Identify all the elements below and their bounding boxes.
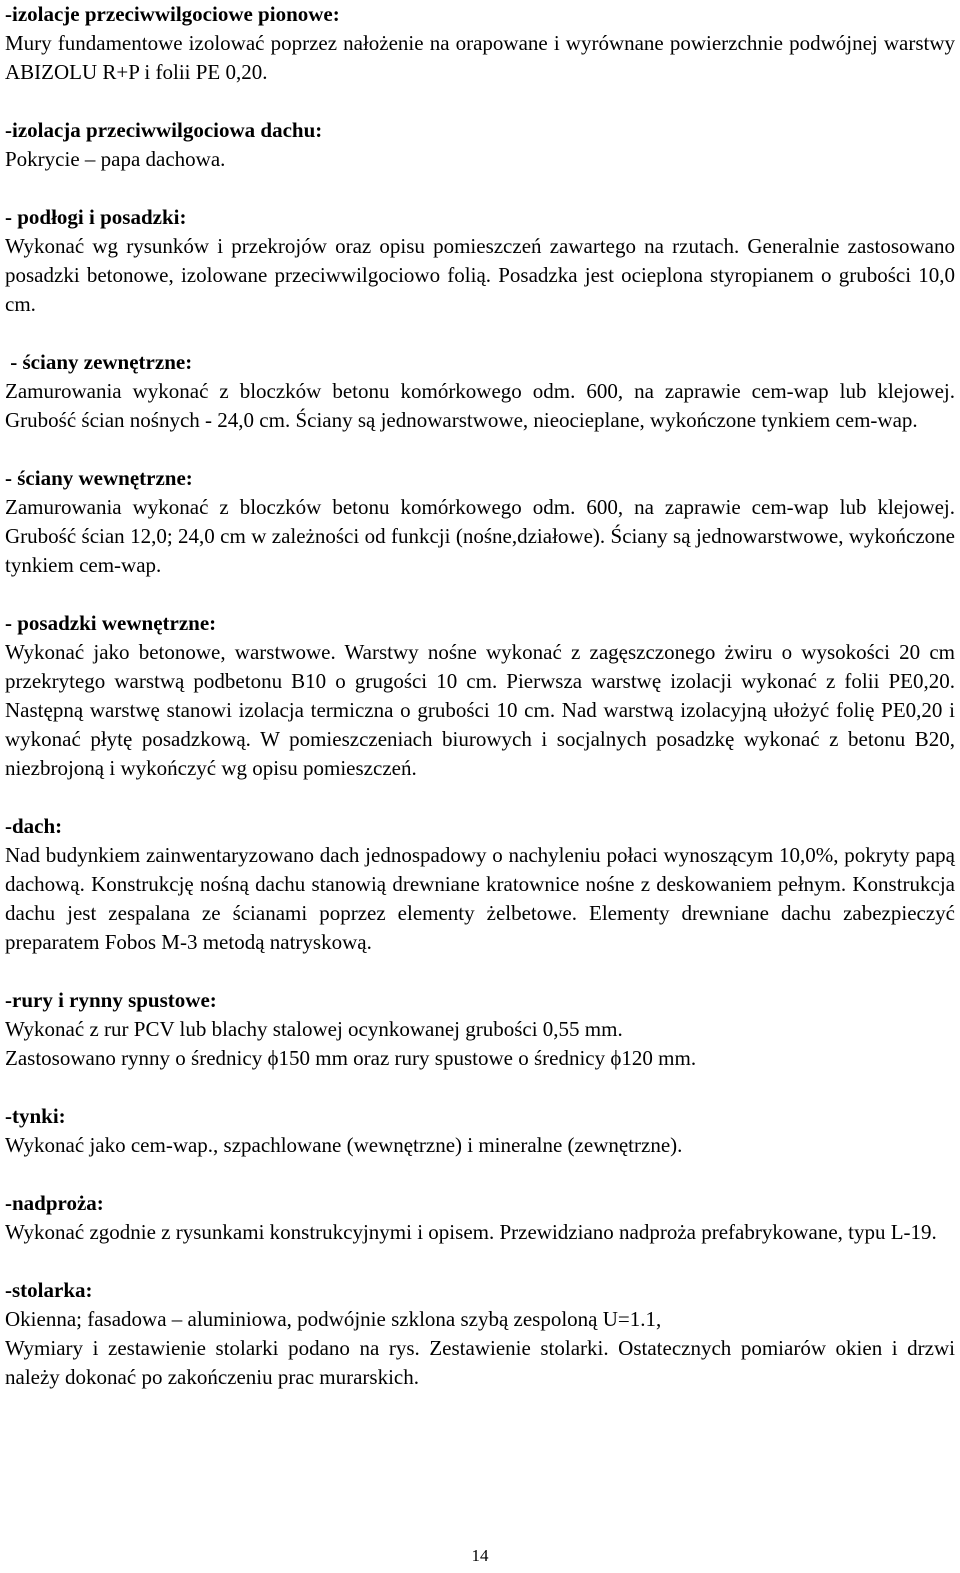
section-lintels xyxy=(5,1189,955,1247)
section-gutters xyxy=(5,986,955,1073)
section-plaster xyxy=(5,1102,955,1160)
section-external-walls xyxy=(5,348,955,435)
section-paragraph: Zastosowano rynny o średnicy ϕ150 mm oraz rury spustowe o średnicy ϕ120 mm. xyxy=(5,1046,697,1070)
section-paragraph: Wykonać z rur PCV lub blachy stalowej ocynkowanej grubości 0,55 mm. xyxy=(5,1017,623,1041)
section-floors xyxy=(5,203,955,319)
section-paragraph: Wykonać jako cem-wap., szpachlowane (wewnętrzne) i mineralne (zewnętrzne). xyxy=(5,1133,683,1157)
section-heading: - podłogi i posadzki: xyxy=(5,205,187,229)
section-paragraph: Wykonać jako betonowe, warstwowe. Warstwy nośne wykonać z zagęszczonego żwiru o wysokości 20 cm przekrytego warstwą podbetonu B10 o grugości 10 cm. Pierwsza warstwę izolacji wykonać z folii PE0,20. Następną warstwę stanowi izolacja termiczna o grubości 10 cm. Nad warstwą izolacyjną ułożyć folię PE0,20 i wykonać płytę posadzkową. W pomieszczeniach biurowych i socjalnych posadzkę wykonać z betonu B20, niezbrojoną i wykończyć wg opisu pomieszczeń. xyxy=(5,640,955,780)
section-vertical-waterproofing xyxy=(5,0,955,87)
section-heading: -tynki: xyxy=(5,1104,66,1128)
section-paragraph: Zamurowania wykonać z bloczków betonu komórkowego odm. 600, na zaprawie cem-wap lub klejowej. Grubość ścian 12,0; 24,0 cm w zależności od funkcji (nośne,działowe). Ściany są jednowarstwowe, wykończone tynkiem cem-wap. xyxy=(5,495,955,577)
section-heading: - ściany wewnętrzne: xyxy=(5,466,193,490)
section-paragraph: Wykonać wg rysunków i przekrojów oraz opisu pomieszczeń zawartego na rzutach. Generalnie zastosowano posadzki betonowe, izolowane przeciwwilgociowo folią. Posadzka jest ocieplona styropianem o grubości 10,0 cm. xyxy=(5,234,955,316)
section-paragraph: Wykonać zgodnie z rysunkami konstrukcyjnymi i opisem. Przewidziano nadproża prefabrykowane, typu L-19. xyxy=(5,1220,937,1244)
section-heading: -rury i rynny spustowe: xyxy=(5,988,217,1012)
section-paragraph: Nad budynkiem zainwentaryzowano dach jednospadowy o nachyleniu połaci wynoszącym 10,0%, pokryty papą dachową. Konstrukcję nośną dachu stanowią drewniane kratownice nośne z deskowaniem pełnym. Konstrukcja dachu jest zespalana ze ścianami poprzez elementy żelbetowe. Elementy drewniane dachu zabezpieczyć preparatem Fobos M-3 metodą natryskową. xyxy=(5,843,955,954)
section-heading: - posadzki wewnętrzne: xyxy=(5,611,217,635)
section-paragraph: Mury fundamentowe izolować poprzez nałożenie na orapowane i wyrównane powierzchnie podwójnej warstwy ABIZOLU R+P i folii PE 0,20. xyxy=(5,31,955,84)
page-number: 14 xyxy=(471,1546,489,1565)
section-heading: -dach: xyxy=(5,814,63,838)
section-roof-waterproofing xyxy=(5,116,955,174)
section-joinery xyxy=(5,1276,955,1392)
section-paragraph: Zamurowania wykonać z bloczków betonu komórkowego odm. 600, na zaprawie cem-wap lub klejowej. Grubość ścian nośnych - 24,0 cm. Ściany są jednowarstwowe, nieocieplane, wykończone tynkiem cem-wap. xyxy=(5,379,955,432)
section-internal-floors xyxy=(5,609,955,783)
section-heading: - ściany zewnętrzne: xyxy=(5,350,193,374)
section-paragraph: Pokrycie – papa dachowa. xyxy=(5,147,226,171)
section-heading: -izolacje przeciwwilgociowe pionowe: xyxy=(5,2,340,26)
section-internal-walls xyxy=(5,464,955,580)
section-heading: -nadproża: xyxy=(5,1191,104,1215)
section-heading: -izolacja przeciwwilgociowa dachu: xyxy=(5,118,323,142)
section-paragraph: Wymiary i zestawienie stolarki podano na rys. Zestawienie stolarki. Ostatecznych pomiarów okien i drzwi należy dokonać po zakończeniu prac murarskich. xyxy=(5,1336,955,1389)
section-paragraph: Okienna; fasadowa – aluminiowa, podwójnie szklona szybą zespoloną U=1.1, xyxy=(5,1307,662,1331)
section-heading: -stolarka: xyxy=(5,1278,93,1302)
document-page xyxy=(5,0,955,1421)
section-roof xyxy=(5,812,955,957)
